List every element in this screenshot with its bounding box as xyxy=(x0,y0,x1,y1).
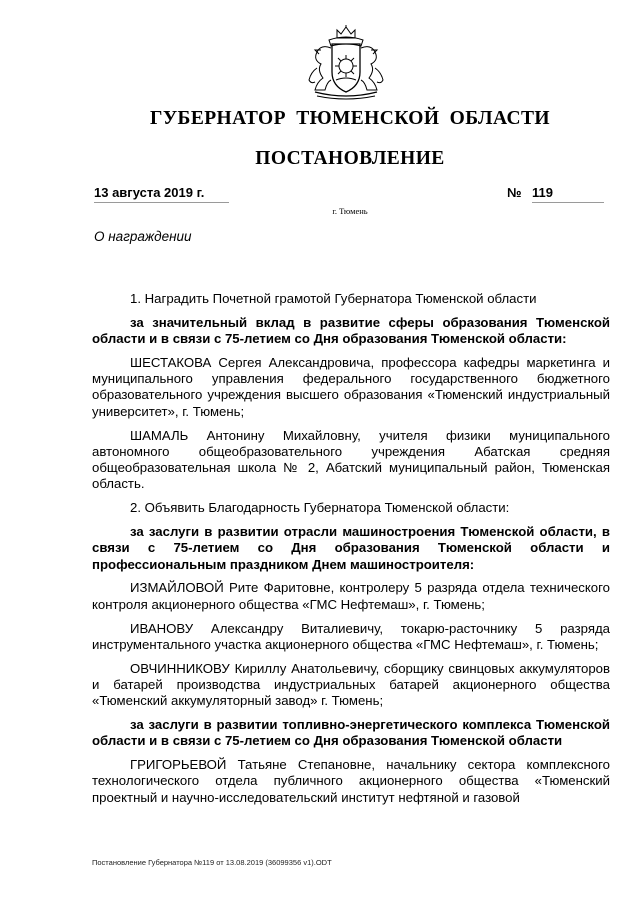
document-city: г. Тюмень xyxy=(332,206,368,216)
document-date: 13 августа 2019 г. xyxy=(94,185,205,200)
coat-of-arms-icon xyxy=(303,24,389,102)
number-underline xyxy=(532,202,604,203)
paragraph-awardee: ОВЧИННИКОВУ Кириллу Анатольевичу, сборщику свинцовых аккумуляторов и батарей производства индустриальных батарей акционерного общества «Тюменский аккумуляторный завод» г. Тюмень; xyxy=(92,660,610,709)
number-sign: № xyxy=(507,185,522,200)
paragraph-awardee: ШЕСТАКОВА Сергея Александровича, профессора кафедры маркетинга и муниципального управления федерального государственного бюджетного образовательного учреждения высшего образования «Тюменский индустриальный университет», г. Тюмень; xyxy=(92,354,610,419)
paragraph-reason-engineering: за заслуги в развитии отрасли машиностроения Тюменской области, в связи с 75-летием со Дня образования Тюменской области и профессиональным праздником Днем машиностроителя: xyxy=(92,524,610,572)
paragraph-award-2: 2. Объявить Благодарность Губернатора Тюменской области: xyxy=(130,500,510,516)
paragraph-awardee: ГРИГОРЬЕВОЙ Татьяне Степановне, начальнику сектора комплексного технологического отдела публичного акционерного общества «Тюменский проектный и научно-исследовательский институт нефтяной и газовой xyxy=(92,757,610,805)
document-number: 119 xyxy=(532,185,553,200)
governor-title: ГУБЕРНАТОР ТЮМЕНСКОЙ ОБЛАСТИ xyxy=(150,108,550,129)
paragraph-award-1: 1. Наградить Почетной грамотой Губернатора Тюменской области xyxy=(130,291,537,306)
document-subject: О награждении xyxy=(94,229,192,244)
document-footer: Постановление Губернатора №119 от 13.08.2019 (36099356 v1).ODT xyxy=(92,858,332,867)
document-type: ПОСТАНОВЛЕНИЕ xyxy=(255,148,445,169)
paragraph-awardee: ИЗМАЙЛОВОЙ Рите Фаритовне, контролеру 5 разряда отдела технического контроля акционерного общества «ГМС Нефтемаш», г. Тюмень; xyxy=(92,580,610,612)
document-body xyxy=(92,291,610,814)
paragraph-awardee: ИВАНОВУ Александру Виталиевичу, токарю-расточнику 5 разряда инструментального участка акционерного общества «ГМС Нефтемаш», г. Тюмень; xyxy=(92,620,610,652)
paragraph-reason-energy: за заслуги в развитии топливно-энергетического комплекса Тюменской области и в связи с 75-летием со Дня образования Тюменской области xyxy=(92,717,610,749)
date-underline xyxy=(94,202,229,203)
paragraph-reason-education: за значительный вклад в развитие сферы образования Тюменской области и в связи с 75-летием со Дня образования Тюменской области: xyxy=(92,314,610,347)
paragraph-awardee: ШАМАЛЬ Антонину Михайловну, учителя физики муниципального автономного общеобразовательного учреждения Абатская средняя общеобразовательная школа № 2, Абатский муниципальный район, Тюменская область. xyxy=(92,427,610,492)
